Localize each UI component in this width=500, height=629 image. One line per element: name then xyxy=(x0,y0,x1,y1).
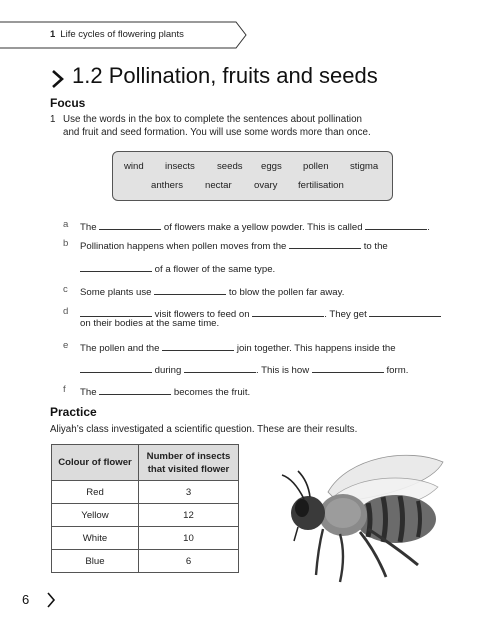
answer-blank[interactable] xyxy=(289,238,361,249)
answer-blank[interactable] xyxy=(162,340,234,351)
item-e-line-2: during . This is how form. xyxy=(80,362,408,376)
table-cell-count: 10 xyxy=(139,527,239,550)
chapter-header xyxy=(50,29,184,40)
item-f-line: The becomes the fruit. xyxy=(80,384,250,398)
table-row xyxy=(52,527,239,550)
item-b-line-1: Pollination happens when pollen moves from the to the xyxy=(80,238,388,252)
instructions-line-2: and fruit and seed formation. You will use some words more than once. xyxy=(63,127,371,138)
word-item: eggs xyxy=(261,161,282,172)
table-cell-count: 6 xyxy=(139,550,239,573)
word-item: nectar xyxy=(205,180,232,191)
word-item: anthers xyxy=(151,180,183,191)
chevron-right-icon[interactable] xyxy=(46,592,56,608)
item-e-line-1: The pollen and the join together. This happens inside the xyxy=(80,340,396,354)
item-a-line: The of flowers make a yellow powder. This is called . xyxy=(80,219,430,233)
focus-heading: Focus xyxy=(50,96,86,110)
answer-blank[interactable] xyxy=(312,362,384,373)
chapter-number: 1 xyxy=(50,29,56,40)
item-d-line-2: on their bodies at the same time. xyxy=(80,318,220,329)
item-label-a: a xyxy=(63,219,69,230)
table-row xyxy=(52,550,239,573)
instructions-line-1: Use the words in the box to complete the sentences about pollination xyxy=(63,114,362,125)
word-item: pollen xyxy=(303,161,329,172)
table-header-count: Number of insects that visited flower xyxy=(139,445,239,481)
item-label-e: e xyxy=(63,340,69,351)
table-cell-colour: Blue xyxy=(52,550,139,573)
bee-illustration xyxy=(268,437,448,587)
table-row xyxy=(52,481,239,504)
item-b-line-2: of a flower of the same type. xyxy=(80,261,275,275)
chevron-right-icon xyxy=(50,70,66,88)
answer-blank[interactable] xyxy=(252,306,324,317)
answer-blank[interactable] xyxy=(154,284,226,295)
table-header-row xyxy=(52,445,239,481)
answer-blank[interactable] xyxy=(99,219,161,230)
item-d-line-1: visit flowers to feed on . They get xyxy=(80,306,441,320)
page-title: 1.2 Pollination, fruits and seeds xyxy=(72,63,378,88)
table-row xyxy=(52,504,239,527)
table-cell-colour: Yellow xyxy=(52,504,139,527)
table-cell-count: 12 xyxy=(139,504,239,527)
word-item: insects xyxy=(165,161,195,172)
results-table xyxy=(51,444,239,573)
item-label-b: b xyxy=(63,238,69,249)
word-item: ovary xyxy=(254,180,278,191)
answer-blank[interactable] xyxy=(80,362,152,373)
item-c-line: Some plants use to blow the pollen far away. xyxy=(80,284,344,298)
chapter-title: Life cycles of flowering plants xyxy=(60,29,184,40)
item-label-d: d xyxy=(63,306,69,317)
table-cell-colour: Red xyxy=(52,481,139,504)
page-number: 6 xyxy=(22,592,30,607)
word-item: stigma xyxy=(350,161,379,172)
answer-blank[interactable] xyxy=(184,362,256,373)
table-cell-count: 3 xyxy=(139,481,239,504)
item-label-f: f xyxy=(63,384,66,395)
table-cell-colour: White xyxy=(52,527,139,550)
word-item: seeds xyxy=(217,161,243,172)
practice-heading: Practice xyxy=(50,405,97,419)
word-item: wind xyxy=(124,161,144,172)
table-header-colour: Colour of flower xyxy=(52,445,139,481)
answer-blank[interactable] xyxy=(369,306,441,317)
word-box xyxy=(112,151,393,201)
answer-blank[interactable] xyxy=(80,261,152,272)
answer-blank[interactable] xyxy=(99,384,171,395)
word-item: fertilisation xyxy=(298,180,344,191)
question-number: 1 xyxy=(50,114,56,125)
answer-blank[interactable] xyxy=(365,219,427,230)
practice-intro: Aliyah’s class investigated a scientific question. These are their results. xyxy=(50,424,358,435)
item-label-c: c xyxy=(63,284,68,295)
answer-blank[interactable] xyxy=(80,306,152,317)
